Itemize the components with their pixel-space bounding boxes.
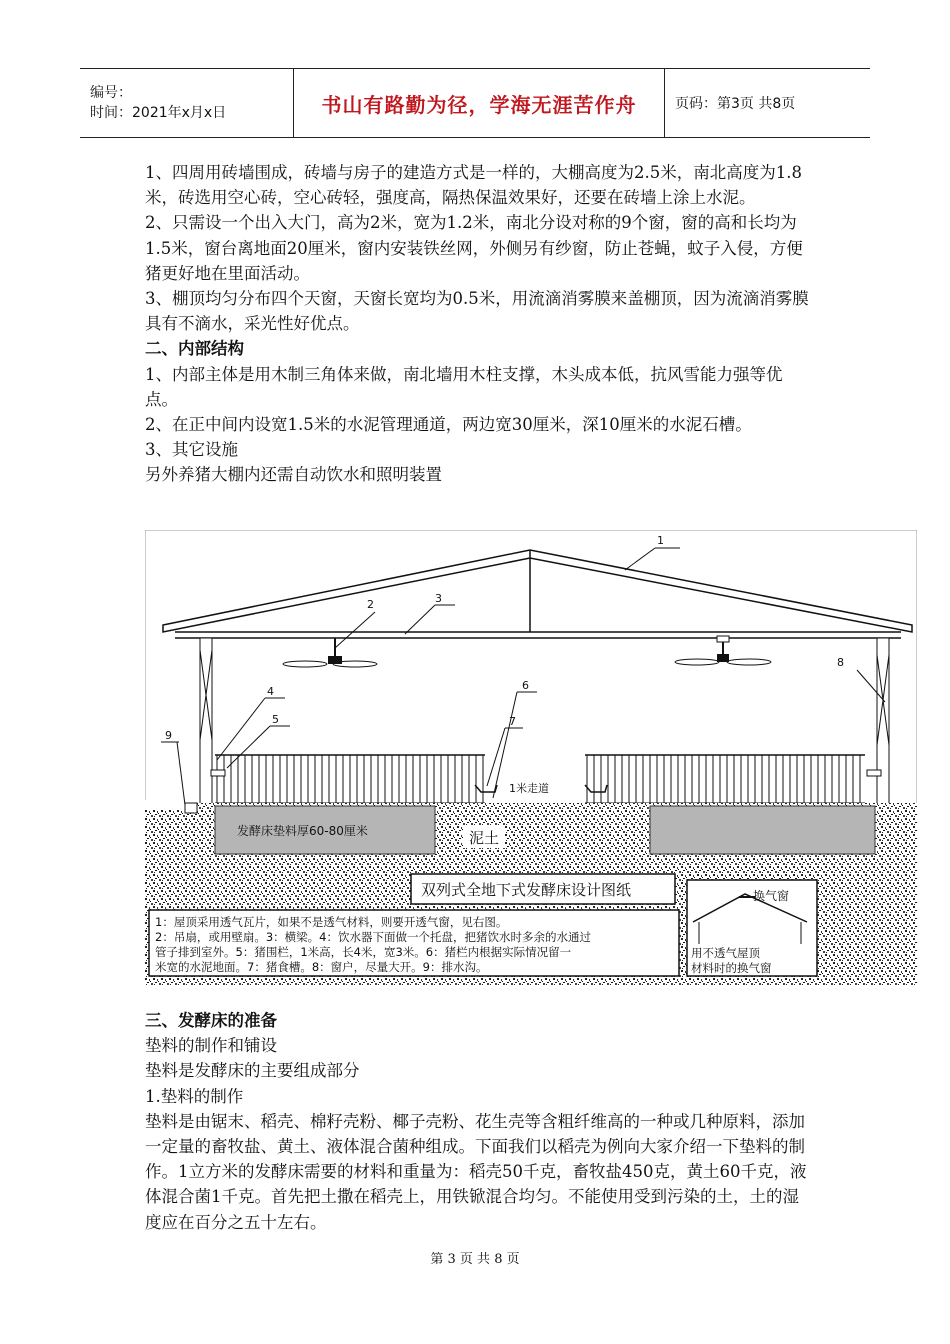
bedding-label: 发酵床垫料厚60-80厘米 bbox=[237, 824, 368, 838]
paragraph: 垫料是由锯末、稻壳、棉籽壳粉、椰子壳粉、花生壳等含粗纤维高的一种或几种原料，添加一定量的畜牧盐、黄土、液体混合菌种组成。下面我们以稻壳为例向大家介绍一下垫料的制作。1立方米的发酵床需要的材料和重量为：稻壳50千克，畜牧盐450克，黄土60千克，液体混合菌1千克。首先把土撒在稻壳上，用铁锨混合均匀。不能使用受到污染的土，土的湿度应在百分之五十左右。 bbox=[145, 1111, 807, 1232]
diagram-svg bbox=[145, 530, 917, 986]
callout-label: 6 bbox=[522, 679, 529, 692]
vent-inset bbox=[687, 880, 817, 976]
callout-label: 1 bbox=[657, 534, 664, 547]
paragraph: 垫料的制作和铺设 bbox=[145, 1036, 277, 1056]
paragraph: 2、只需设一个出入大门，高为2米，宽为1.2米，南北分设对称的9个窗，窗的高和长均为1.5米，窗台离地面20厘米，窗内安装铁丝网，外侧另有纱窗，防止苍蝇，蚊子入侵，方便猪更好地在里面活动。 bbox=[145, 213, 803, 283]
callout-label: 4 bbox=[267, 685, 274, 698]
callout-label: 7 bbox=[509, 715, 516, 728]
section-heading: 二、内部结构 bbox=[145, 339, 244, 359]
vent-caption: 材料时的换气窗 bbox=[691, 961, 772, 975]
vent-caption: 用不透气屋顶 bbox=[691, 946, 760, 960]
callout-label: 9 bbox=[165, 729, 172, 742]
code-label: 编号： bbox=[90, 85, 132, 101]
greenhouse-diagram bbox=[145, 530, 917, 986]
body-text-bottom bbox=[145, 1008, 810, 1235]
paragraph: 另外养猪大棚内还需自动饮水和照明装置 bbox=[145, 465, 442, 485]
drinker bbox=[867, 770, 881, 776]
legend-line: 2：吊扇，或用壁扇。3：横梁。4：饮水器下面做一个托盘，把猪饮水时多余的水通过 bbox=[155, 930, 591, 944]
paragraph: 1.垫料的制作 bbox=[145, 1086, 244, 1106]
date-label: 时间：2021年x月x日 bbox=[90, 105, 227, 121]
aisle-label: 1米走道 bbox=[509, 782, 549, 795]
paragraph: 3、棚顶均匀分布四个天窗，天窗长宽均为0.5米，用流滴消雾膜来盖棚顶，因为流滴消雾膜具有不滴水，采光性好优点。 bbox=[145, 289, 809, 334]
body-text-top bbox=[145, 160, 810, 488]
header-meta bbox=[80, 69, 294, 137]
callout-label: 3 bbox=[435, 592, 442, 605]
vent-label: 换气窗 bbox=[753, 889, 790, 903]
page-footer: 第 3 页 共 8 页 bbox=[430, 1252, 520, 1267]
paragraph: 1、内部主体是用木制三角体来做，南北墙用木柱支撑，木头成本低，抗风雪能力强等优点。 bbox=[145, 364, 783, 409]
callout-label: 8 bbox=[837, 656, 844, 669]
motto-text: 书山有路勤为径，学海无涯苦作舟 bbox=[321, 92, 637, 117]
legend-line: 管子排到室外。5：猪围栏，1米高，长4米，宽3米。6：猪栏内根据实际情况留一 bbox=[155, 945, 572, 959]
header-motto bbox=[294, 69, 665, 137]
soil-label: 泥土 bbox=[469, 829, 500, 847]
drawing-title: 双列式全地下式发酵床设计图纸 bbox=[421, 881, 632, 899]
paragraph: 3、其它设施 bbox=[145, 440, 238, 460]
legend-line: 1：屋顶采用透气瓦片，如果不是透气材料，则要开透气窗，见右图。 bbox=[155, 915, 508, 929]
drinker bbox=[211, 770, 225, 776]
paragraph: 1、四周用砖墙围成，砖墙与房子的建造方式是一样的，大棚高度为2.5米，南北高度为1.8米，砖选用空心砖，空心砖轻，强度高，隔热保温效果好，还要在砖墙上涂上水泥。 bbox=[145, 163, 802, 208]
section-heading: 三、发酵床的准备 bbox=[145, 1011, 277, 1030]
page-header bbox=[80, 68, 870, 138]
bedding-pit-right bbox=[650, 806, 875, 854]
paragraph: 2、在正中间内设宽1.5米的水泥管理通道，两边宽30厘米，深10厘米的水泥石槽。 bbox=[145, 415, 752, 435]
callout-label: 5 bbox=[272, 713, 279, 726]
legend-line: 米宽的水泥地面。7：猪食槽。8：窗户，尽量大开。9：排水沟。 bbox=[155, 960, 488, 974]
page-label: 页码：第3页 共8页 bbox=[675, 96, 796, 112]
header-page bbox=[665, 69, 870, 137]
paragraph: 垫料是发酵床的主要组成部分 bbox=[145, 1061, 360, 1081]
callout-label: 2 bbox=[367, 598, 374, 611]
